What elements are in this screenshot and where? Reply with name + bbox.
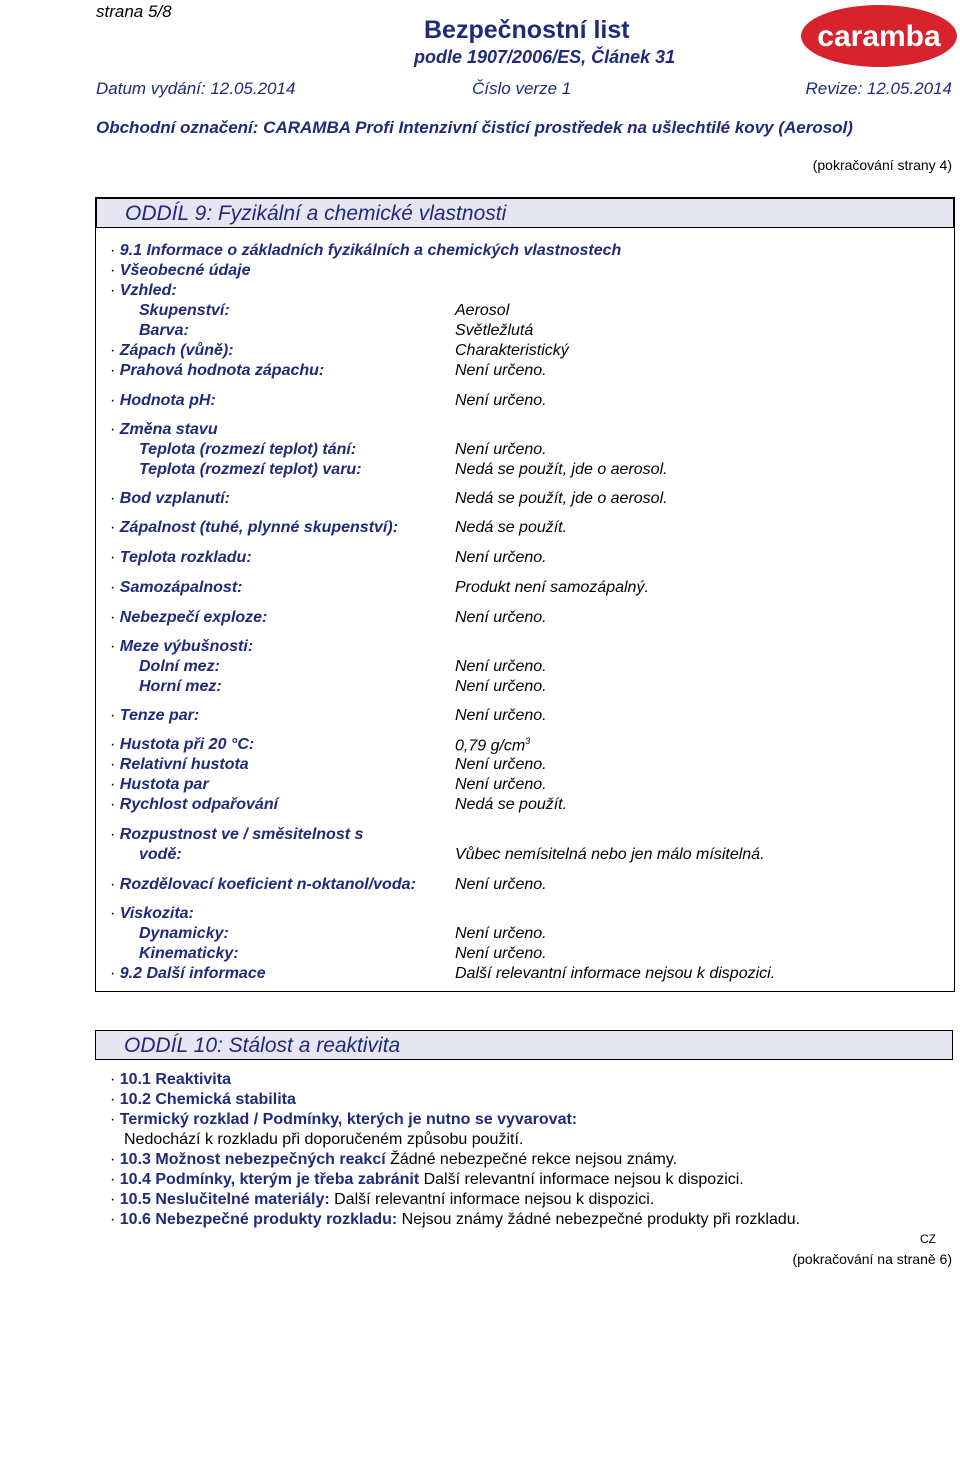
bullet: · [110,707,120,724]
property-value-text: Nedá se použít, jde o aerosol. [455,461,668,478]
bullet: · [110,736,120,753]
reactivity-item [110,1171,744,1189]
bullet: · [110,796,120,813]
reactivity-item-heading: 10.5 Neslučitelné materiály: [119,1191,330,1208]
reactivity-item [110,1071,231,1089]
bullet: · [110,905,120,922]
logo-text: caramba [817,20,941,53]
bullet: · [110,965,120,982]
property-row [139,322,189,340]
property-row [110,392,216,410]
property-label: Teplota rozkladu: [119,549,252,566]
property-row [139,925,229,943]
bullet: · [110,242,120,259]
property-row [110,490,230,508]
property-value [455,925,547,943]
bullet: · [110,519,120,536]
property-value [455,579,649,597]
reactivity-item-text: Další relevantní informace nejsou k dispozici. [329,1191,655,1208]
property-value-text: Není určeno. [455,392,547,409]
property-label: 9.2 Další informace [119,965,266,982]
document-subtitle: podle 1907/2006/ES, Článek 31 [414,47,676,67]
property-value [455,876,547,894]
property-value-text: Nedá se použít, jde o aerosol. [455,490,668,507]
property-value [455,736,530,755]
property-label: Samozápalnost: [119,579,243,596]
property-value [455,965,775,983]
property-row [110,282,177,300]
property-value-text: Není určeno. [455,441,547,458]
property-row [110,876,416,894]
property-value [455,322,533,340]
property-row [110,579,242,597]
unit-superscript: 3 [525,736,531,746]
property-value-text: Není určeno. [455,925,547,942]
continued-from: (pokračování strany 4) [812,157,952,173]
continued-to: (pokračování na straně 6) [792,1251,952,1267]
reactivity-item [110,1151,677,1169]
bullet: · [110,609,120,626]
bullet: · [110,1111,120,1128]
bullet: · [110,282,120,299]
property-label: Nebezpečí exploze: [119,609,268,626]
property-label: Prahová hodnota zápachu: [119,362,325,379]
reactivity-item-heading: 10.2 Chemická stabilita [119,1091,296,1108]
bullet: · [110,262,120,279]
property-value [455,519,567,537]
property-value [455,945,547,963]
property-label: Teplota (rozmezí teplot) varu: [139,461,362,478]
page-number: strana 5/8 [96,2,172,21]
section-10-heading: ODDÍL 10: Stálost a reaktivita [124,1034,401,1057]
property-value [455,776,547,794]
property-value [455,302,509,320]
reactivity-item [110,1191,654,1209]
property-row [110,421,218,439]
property-row [110,609,267,627]
bullet: · [110,876,120,893]
property-value [455,392,547,410]
property-value-text: Nedá se použít. [455,519,568,536]
property-value-text: 0,79 g/cm [455,737,526,755]
property-value [455,609,547,627]
property-label: Barva: [139,322,189,339]
section-9-heading: ODDÍL 9: Fyzikální a chemické vlastnosti [125,202,507,225]
property-label: Relativní hustota [119,756,249,773]
bullet: · [110,421,120,438]
reactivity-item-heading: 10.1 Reaktivita [119,1071,231,1088]
reactivity-item-heading: 10.3 Možnost nebezpečných reakcí [119,1151,386,1168]
property-value [455,846,765,864]
property-value-text: Není určeno. [455,776,547,793]
section-9-heading-bar [96,198,954,228]
bullet: · [110,1191,120,1208]
property-value-text: Není určeno. [455,362,547,379]
property-row [110,965,266,983]
property-row [110,826,363,844]
property-value-text: Není určeno. [455,945,547,962]
property-row [110,549,252,567]
reactivity-item-text: Nedochází k rozkladu při doporučeném způsobu použití. [124,1131,524,1148]
property-label: vodě: [139,846,182,863]
property-row [139,846,182,864]
property-row [139,945,239,963]
property-row [110,756,249,774]
reactivity-item-heading: 10.6 Nebezpečné produkty rozkladu: [119,1211,398,1228]
bullet: · [110,362,120,379]
property-row [110,796,278,814]
bullet: · [110,549,120,566]
property-row [139,658,220,676]
property-value-text: Není určeno. [455,609,547,626]
reactivity-item-heading: Termický rozklad / Podmínky, kterých je nutno se vyvarovat: [119,1111,578,1128]
property-value [455,342,569,360]
property-row [110,362,324,380]
caramba-logo [800,4,958,68]
section-10-heading-bar [95,1030,953,1060]
property-row [110,242,621,260]
reactivity-item [110,1211,800,1229]
property-label: Dolní mez: [139,658,220,675]
property-label: Bod vzplanutí: [119,490,230,507]
issue-date: Datum vydání: 12.05.2014 [96,79,296,98]
reactivity-item-text: Žádné nebezpečné rekce nejsou známy. [385,1151,678,1168]
reactivity-item-text: Nejsou známy žádné nebezpečné produkty při rozkladu. [397,1211,801,1228]
property-label: Skupenství: [139,302,230,319]
property-value-text: Další relevantní informace nejsou k dispozici. [455,965,776,982]
property-value [455,707,547,725]
property-value-text: Vůbec nemísitelná nebo jen málo mísitelná. [455,846,765,863]
property-value-text: Není určeno. [455,658,547,675]
version-number: Číslo verze 1 [472,79,572,98]
property-label: 9.1 Informace o základních fyzikálních a chemických vlastnostech [119,242,622,259]
document-title: Bezpečnostní list [424,16,630,44]
bullet: · [110,342,120,359]
property-label: Hustota při 20 °C: [119,736,255,753]
product-name: Obchodní označení: CARAMBA Profi Intenzivní čisticí prostředek na ušlechtilé kovy (Aerosol) [96,118,853,137]
property-value-text: Světležlutá [455,322,534,339]
property-value-text: Produkt není samozápalný. [455,579,649,596]
property-label: Kinematicky: [139,945,239,962]
property-label: Rychlost odpařování [119,796,279,813]
bullet: · [110,826,120,843]
property-value-text: Není určeno. [455,876,547,893]
bullet: · [110,756,120,773]
property-label: Vzhled: [119,282,177,299]
property-row [139,461,362,479]
property-value-text: Není určeno. [455,678,547,695]
bullet: · [110,1171,120,1188]
language-code: CZ [920,1232,936,1246]
reactivity-item-heading: 10.4 Podmínky, kterým je třeba zabránit [119,1171,420,1188]
property-row [110,905,194,923]
property-value [455,678,547,696]
property-value-text: Aerosol [455,302,510,319]
property-value-text: Není určeno. [455,756,547,773]
property-value-text: Charakteristický [455,342,569,359]
bullet: · [110,1071,120,1088]
property-value [455,756,547,774]
bullet: · [110,490,120,507]
property-row [110,342,234,360]
property-row [110,776,209,794]
property-row [110,262,251,280]
property-row [139,678,222,696]
property-label: Rozdělovací koeficient n-oktanol/voda: [119,876,416,893]
bullet: · [110,776,120,793]
property-label: Rozpustnost ve / směsitelnost s [119,826,364,843]
bullet: · [110,638,120,655]
property-value [455,549,547,567]
bullet: · [110,1091,120,1108]
property-row [139,302,230,320]
property-value [455,362,547,380]
section-10-heading-block [95,1030,953,1060]
property-row [110,638,253,656]
property-value [455,461,668,479]
property-row [110,707,199,725]
revision-date: Revize: 12.05.2014 [805,79,952,98]
bullet: · [110,392,120,409]
property-label: Horní mez: [139,678,222,695]
property-value-text: Není určeno. [455,549,547,566]
reactivity-item-text: Další relevantní informace nejsou k dispozici. [419,1171,744,1188]
property-value [455,441,547,459]
reactivity-item [124,1131,523,1149]
property-value [455,490,668,508]
property-value-text: Nedá se použít. [455,796,568,813]
property-row [110,736,254,754]
property-row [139,441,356,459]
property-label: Viskozita: [119,905,194,922]
property-value [455,658,547,676]
property-value-text: Není určeno. [455,707,547,724]
property-label: Dynamicky: [139,925,229,942]
bullet: · [110,1151,120,1168]
property-label: Hustota par [119,776,209,793]
bullet: · [110,1211,120,1228]
property-label: Změna stavu [119,421,218,438]
reactivity-item [110,1091,296,1109]
property-label: Teplota (rozmezí teplot) tání: [139,441,357,458]
property-label: Meze výbušnosti: [119,638,254,655]
property-value [455,796,567,814]
property-label: Zápach (vůně): [119,342,234,359]
bullet: · [110,579,120,596]
property-label: Všeobecné údaje [119,262,251,279]
property-label: Tenze par: [119,707,200,724]
property-row [110,519,398,537]
property-label: Zápalnost (tuhé, plynné skupenství): [119,519,399,536]
reactivity-item [110,1111,577,1129]
property-label: Hodnota pH: [119,392,216,409]
